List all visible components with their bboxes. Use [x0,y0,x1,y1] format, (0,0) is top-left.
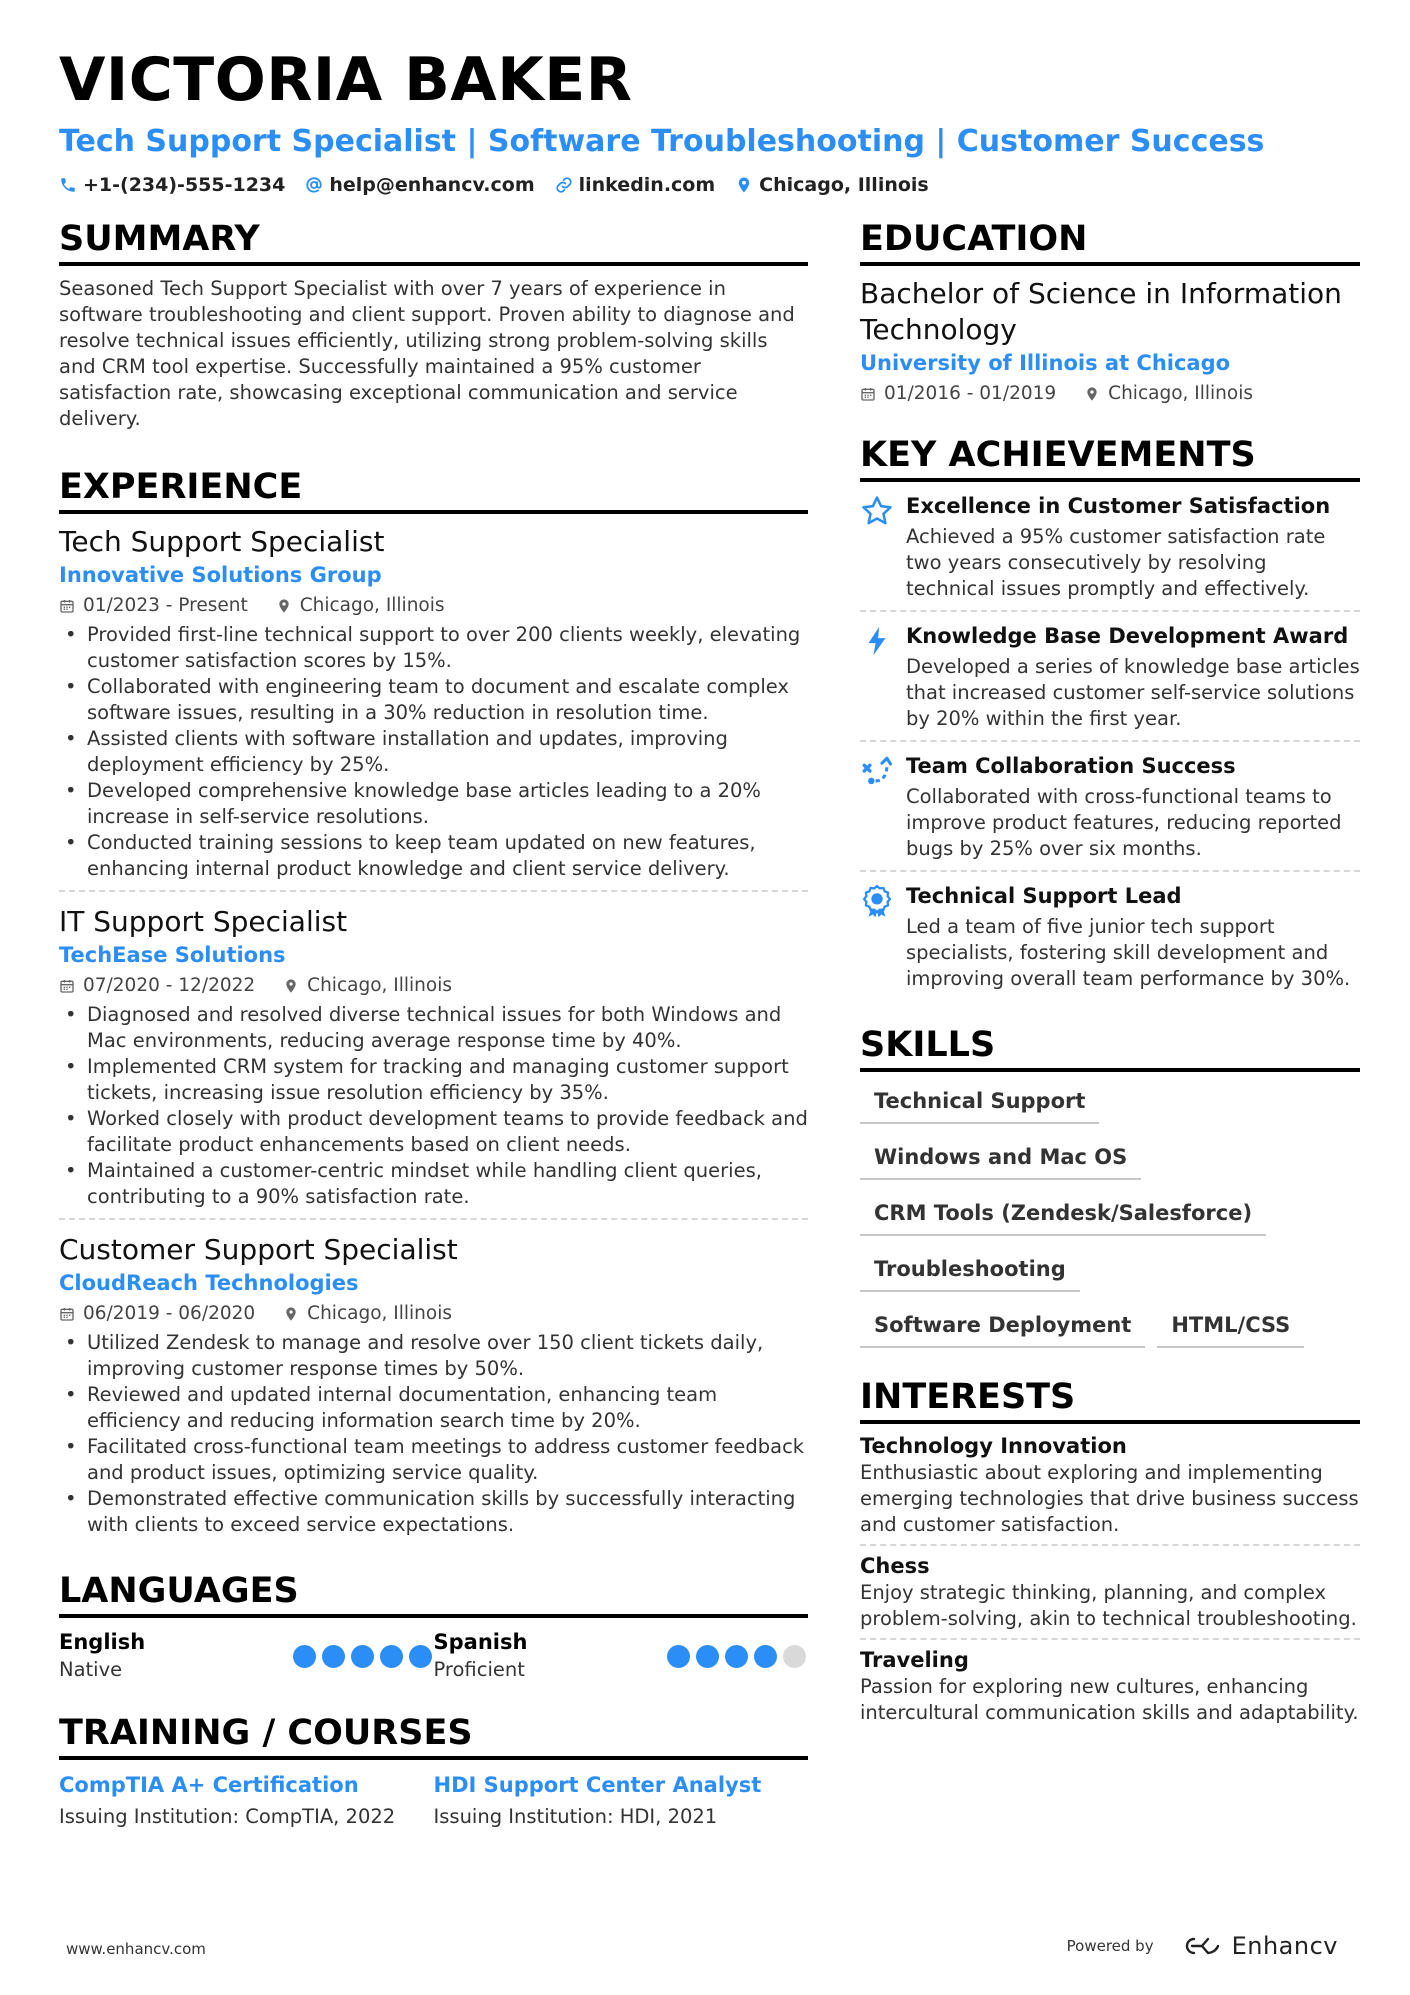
footer-website[interactable]: www.enhancv.com [66,1940,206,1958]
achievement-item [860,612,1360,742]
achievement-title: Technical Support Lead [906,884,1182,908]
skill-tag: Windows and Mac OS [860,1138,1141,1180]
skill-tag: CRM Tools (Zendesk/Salesforce) [860,1194,1266,1236]
left-column [59,218,808,1834]
rating-dot-filled [293,1645,316,1668]
language-rating [661,1645,806,1668]
job-bullets [59,622,808,882]
company-name: Innovative Solutions Group [59,563,382,587]
section-title-interests: INTERESTS [860,1376,1360,1424]
job-bullet: • Conducted training sessions to keep team updated on new features, enhancing internal product knowledge and client service delivery. [59,830,808,882]
interest-item [860,1640,1360,1732]
job-dates-text: 01/2023 - Present [83,595,248,616]
achievement-desc: Achieved a 95% customer satisfaction rate two years consecutively by resolving technical issues promptly and effectively. [906,525,1326,600]
calendar-icon [59,598,75,614]
job-bullet: • Facilitated cross-functional team meetings to address customer feedback and product issues, optimizing service quality. [59,1434,808,1486]
education-dates-text: 01/2016 - 01/2019 [884,383,1057,404]
section-title-experience: EXPERIENCE [59,466,808,514]
rating-dot-filled [696,1645,719,1668]
job-meta [59,1300,808,1328]
job-location [276,592,445,620]
achievement-item [860,742,1360,872]
job-location-text: Chicago, Illinois [307,975,452,996]
job-bullet: • Diagnosed and resolved diverse technical issues for both Windows and Mac environments, reducing average response time by 40%. [59,1002,808,1054]
right-column [860,218,1360,1732]
job-bullet: • Reviewed and updated internal documentation, enhancing team efficiency and reducing information search time by 20%. [59,1382,808,1434]
job-title: Customer Support Specialist [59,1233,458,1266]
education-location-text: Chicago, Illinois [1108,383,1253,404]
job-dates [59,592,248,620]
job-location [283,972,452,1000]
job-bullet: • Assisted clients with software installation and updates, improving deployment efficiency by 25%. [59,726,808,778]
award-badge-icon [860,882,906,992]
language-list [59,1628,808,1684]
job-bullet: • Developed comprehensive knowledge base articles leading to a 20% increase in self-service resolutions. [59,778,808,830]
interest-desc: Enjoy strategic thinking, planning, and complex problem-solving, akin to technical troubleshooting. [860,1581,1357,1630]
location-pin-icon [283,1306,299,1322]
section-title-summary: SUMMARY [59,218,808,266]
interest-title: Chess [860,1554,930,1578]
training-section [59,1712,808,1834]
experience-entry [59,904,808,1220]
experience-section [59,466,808,1546]
email-text: help@enhancv.com [329,174,535,196]
contact-linkedin[interactable] [555,174,716,196]
job-title: Tech Support Specialist [59,525,385,558]
strategy-icon [860,752,906,862]
location-text: Chicago, Illinois [759,174,929,196]
summary-section [59,218,808,432]
achievement-title: Knowledge Base Development Award [906,624,1349,648]
achievement-desc: Developed a series of knowledge base articles that increased customer self-service solutions by 20% within the first year. [906,655,1360,730]
calendar-icon [59,978,75,994]
skill-tag: HTML/CSS [1157,1306,1304,1348]
school-name: University of Illinois at Chicago [860,351,1231,375]
education-meta [860,380,1360,408]
job-bullet: • Maintained a customer-centric mindset while handling client queries, contributing to a 90% satisfaction rate. [59,1158,808,1210]
achievement-item [860,872,1360,1000]
rating-dot-filled [380,1645,403,1668]
phone-icon [59,176,77,194]
skill-tag: Technical Support [860,1082,1099,1124]
job-bullet: • Provided first-line technical support to over 200 clients weekly, elevating customer satisfaction scores by 15%. [59,622,808,674]
summary-text: Seasoned Tech Support Specialist with over 7 years of experience in software troubleshooting and client support. Proven ability to diagnose and resolve technical issues efficiently, utilizing strong problem-solving skills and CRM tool expertise. Successfully maintained a 95% customer satisfaction rate, showcasing exceptional communication and service delivery. [59,277,795,430]
job-bullet: • Demonstrated effective communication skills by successfully interacting with clients to exceed service expectations. [59,1486,808,1538]
job-bullet: • Collaborated with engineering team to document and escalate complex software issues, resulting in a 30% reduction in resolution time. [59,674,808,726]
star-icon [860,492,906,602]
achievement-title: Team Collaboration Success [906,754,1236,778]
language-item [434,1628,809,1684]
calendar-icon [860,386,876,402]
job-location-text: Chicago, Illinois [307,1303,452,1324]
interest-item [860,1546,1360,1640]
contact-phone[interactable] [59,174,285,196]
location-pin-icon [735,176,753,194]
job-meta [59,592,808,620]
footer-branding[interactable] [1067,1932,1338,1960]
interest-title: Technology Innovation [860,1434,1127,1458]
section-title-achievements: KEY ACHIEVEMENTS [860,434,1360,482]
experience-entry [59,524,808,892]
interests-section [860,1376,1360,1732]
language-name: Spanish [433,1630,528,1654]
candidate-name: VICTORIA BAKER [59,45,633,115]
education-section [860,218,1360,408]
contact-bar [59,174,1359,196]
language-item [59,1628,434,1684]
languages-section [59,1570,808,1684]
contact-location [735,174,929,196]
language-level: Proficient [433,1658,525,1681]
contact-email[interactable] [305,174,534,196]
rating-dot-filled [725,1645,748,1668]
company-name: CloudReach Technologies [59,1271,359,1295]
course-item [434,1770,809,1834]
section-title-education: EDUCATION [860,218,1360,266]
job-title: IT Support Specialist [59,905,348,938]
course-name: HDI Support Center Analyst [433,1773,762,1797]
interest-item [860,1426,1360,1546]
phone-text: +1-(234)-555-1234 [83,174,286,196]
rating-dot-filled [754,1645,777,1668]
language-level: Native [59,1658,123,1681]
link-icon [555,176,573,194]
course-institution: Issuing Institution: HDI, 2021 [433,1805,718,1828]
job-bullet: • Implemented CRM system for tracking and managing customer support tickets, increasing issue resolution efficiency by 35%. [59,1054,808,1106]
education-location [1084,380,1253,408]
rating-dot-empty [783,1645,806,1668]
skills-section [860,1024,1360,1362]
interest-desc: Enthusiastic about exploring and implementing emerging technologies that drive business success and customer satisfaction. [860,1461,1359,1536]
achievement-title: Excellence in Customer Satisfaction [906,494,1331,518]
rating-dot-filled [322,1645,345,1668]
at-icon [305,176,323,194]
skill-tag: Troubleshooting [860,1250,1080,1292]
job-location [283,1300,452,1328]
calendar-icon [59,1306,75,1322]
achievement-item [860,482,1360,612]
course-name: CompTIA A+ Certification [59,1773,359,1797]
enhancv-brand: Enhancv [1231,1932,1338,1960]
candidate-title: Tech Support Specialist | Software Troubleshooting | Customer Success [59,124,1265,159]
achievements-section [860,434,1360,1000]
degree: Bachelor of Science in Information Technology [860,277,1342,346]
section-title-languages: LANGUAGES [59,1570,808,1618]
job-bullets [59,1330,808,1538]
rating-dot-filled [351,1645,374,1668]
achievement-desc: Led a team of five junior tech support specialists, fostering skill development and improving overall team performance by 30%. [906,915,1351,990]
rating-dot-filled [409,1645,432,1668]
interest-title: Traveling [860,1648,969,1672]
achievement-desc: Collaborated with cross-functional teams to improve product features, reducing reported bugs by 25% over six months. [906,785,1342,860]
job-dates [59,1300,255,1328]
job-location-text: Chicago, Illinois [299,595,445,616]
skill-tag: Software Deployment [860,1306,1145,1348]
experience-entry [59,1232,808,1546]
powered-by-label: Powered by [1066,1937,1154,1955]
course-item [59,1770,434,1834]
location-pin-icon [283,978,299,994]
job-bullets [59,1002,808,1210]
interest-desc: Passion for exploring new cultures, enhancing intercultural communication skills and adaptability. [860,1675,1359,1724]
enhancv-logo-icon [1180,1935,1224,1957]
education-dates [860,380,1056,408]
language-name: English [59,1630,146,1654]
job-bullet: • Utilized Zendesk to manage and resolve over 150 client tickets daily, improving customer response times by 50%. [59,1330,808,1382]
section-title-training: TRAINING / COURSES [59,1712,808,1760]
skill-list [860,1082,1360,1362]
location-pin-icon [276,598,292,614]
linkedin-text: linkedin.com [578,174,716,196]
job-bullet: • Worked closely with product development teams to provide feedback and facilitate product enhancements based on client needs. [59,1106,808,1158]
course-institution: Issuing Institution: CompTIA, 2022 [59,1805,396,1828]
rating-dot-filled [667,1645,690,1668]
resume-header [59,42,1359,196]
job-meta [59,972,808,1000]
section-title-skills: SKILLS [860,1024,1360,1072]
lightning-icon [860,622,906,732]
job-dates [59,972,255,1000]
language-rating [287,1645,432,1668]
company-name: TechEase Solutions [59,943,286,967]
course-list [59,1770,808,1834]
location-pin-icon [1084,386,1100,402]
job-dates-text: 07/2020 - 12/2022 [83,975,256,996]
job-dates-text: 06/2019 - 06/2020 [83,1303,256,1324]
